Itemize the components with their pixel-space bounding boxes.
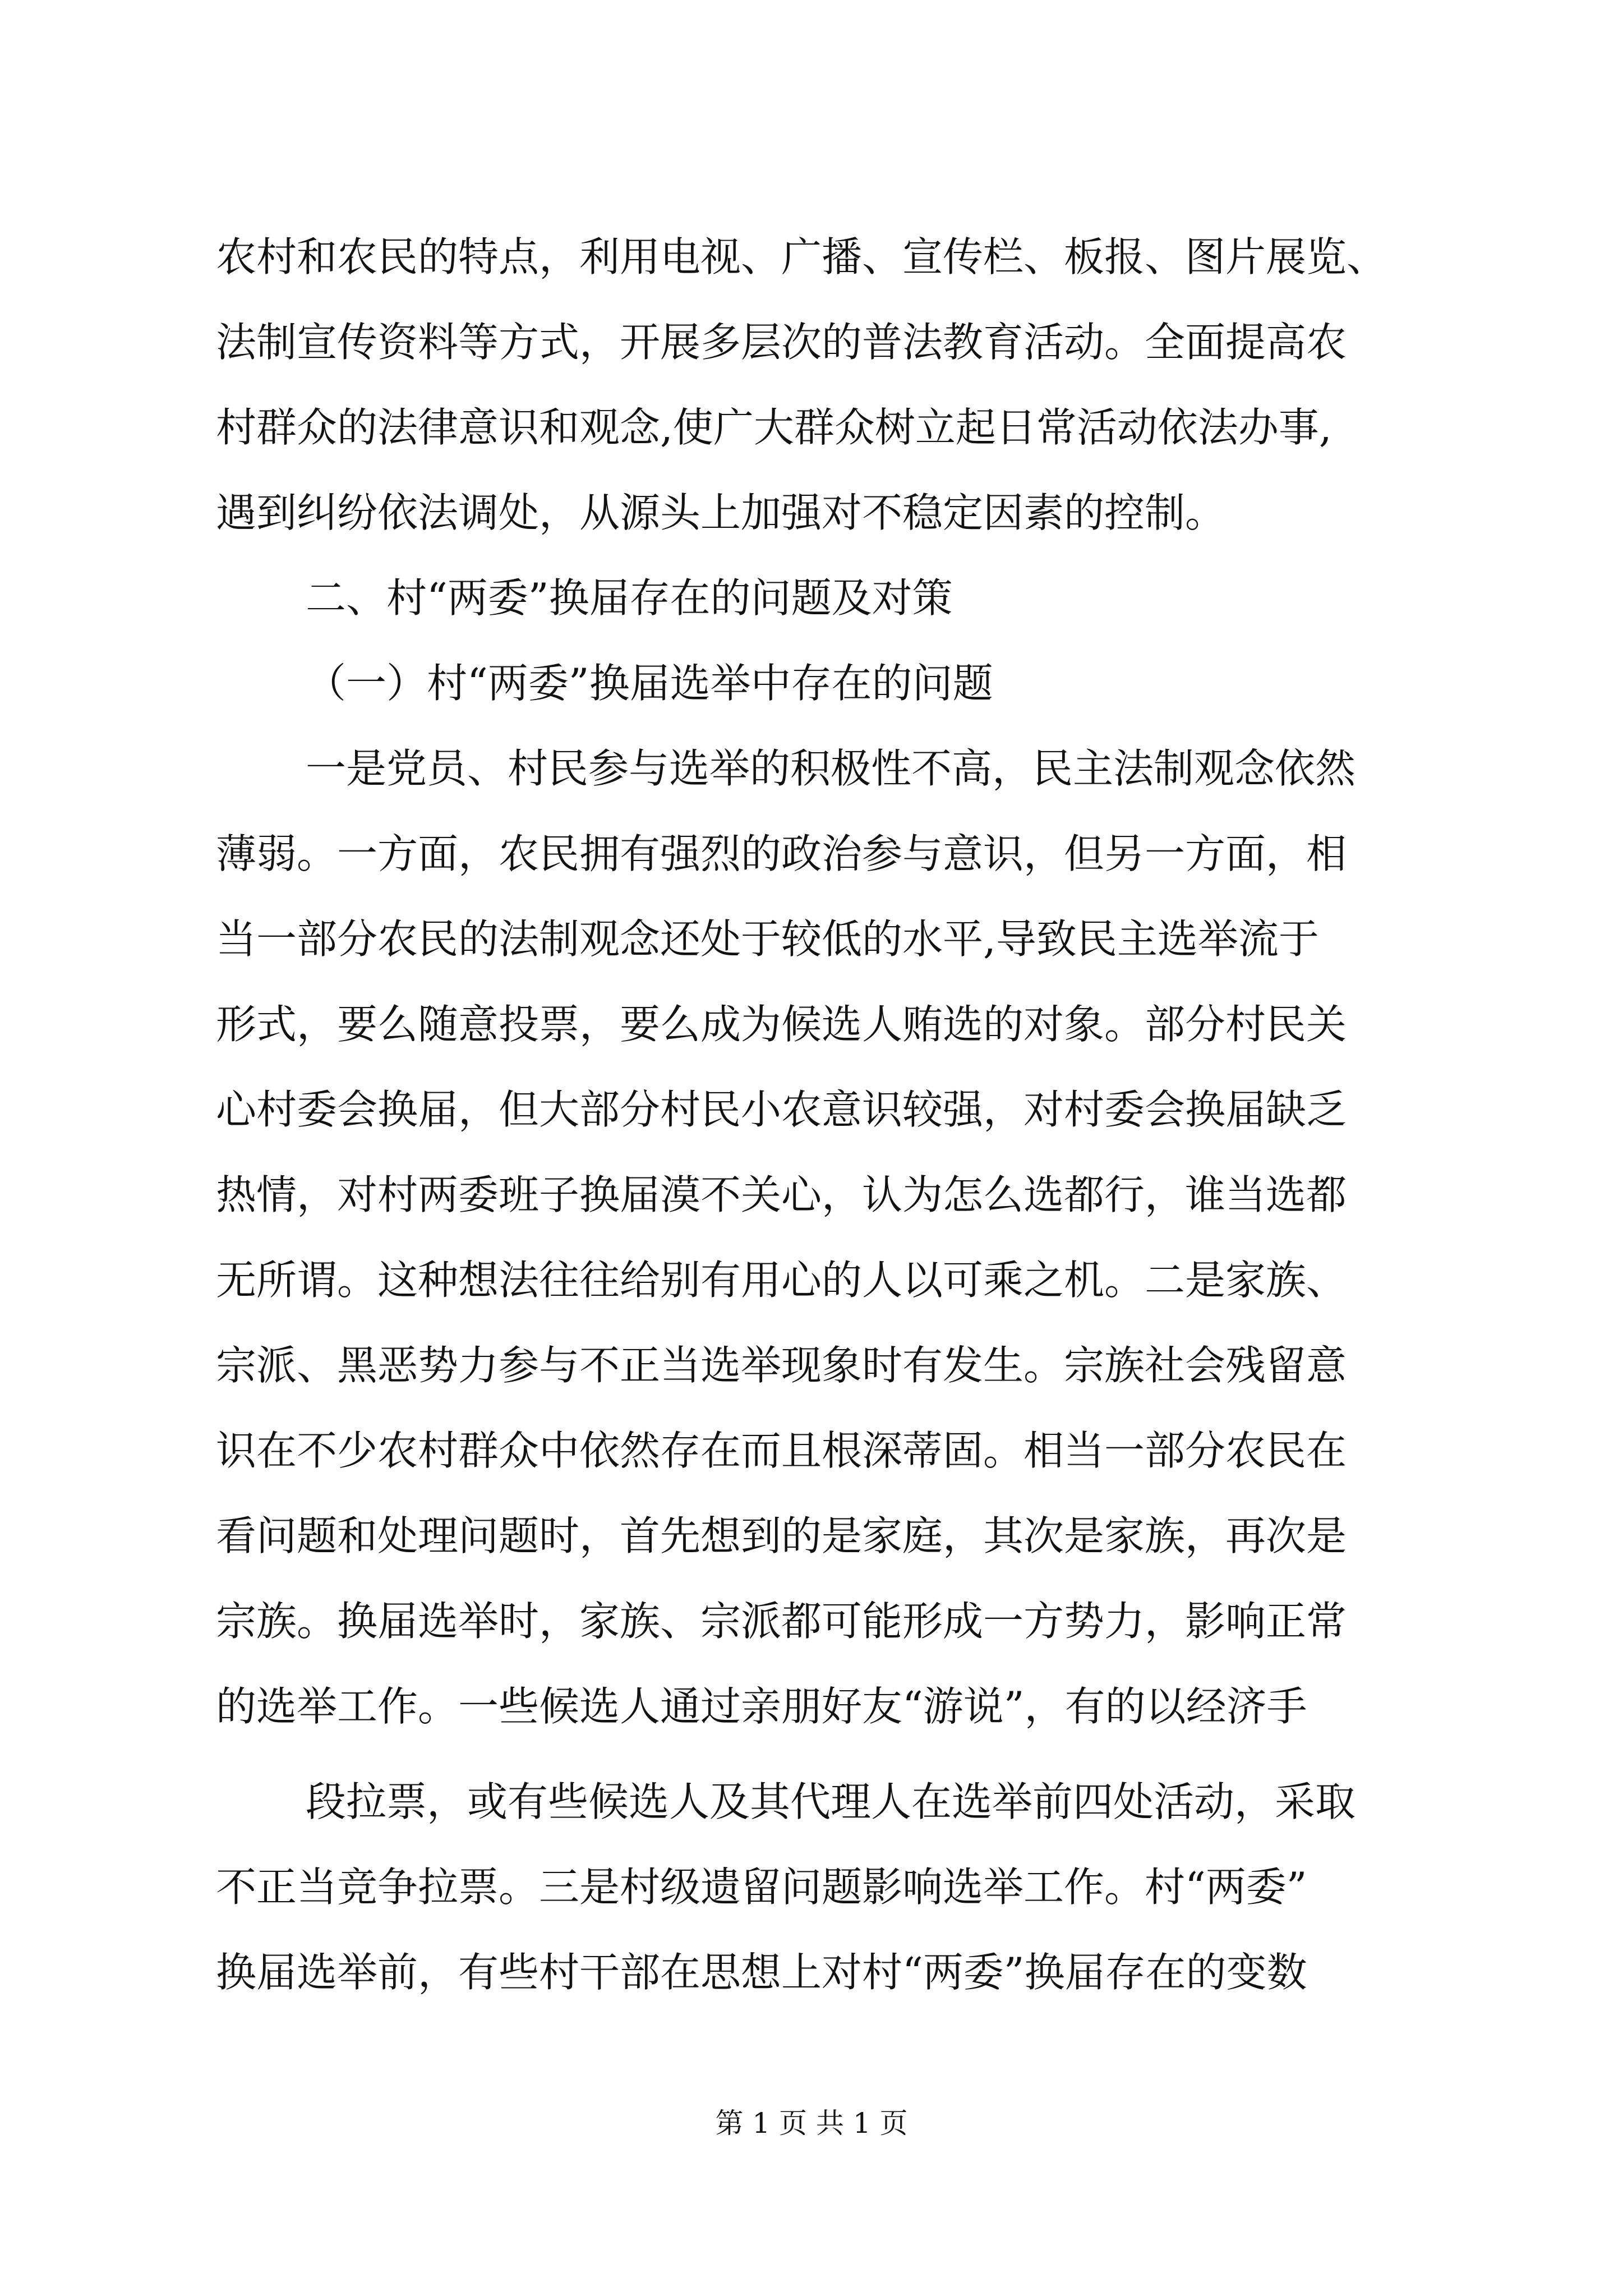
text-line-9: 当一部分农民的法制观念还处于较低的水平,导致民主选举流于 [216, 915, 1319, 963]
text-line-8: 薄弱。一方面，农民拥有强烈的政治参与意识，但另一方面，相 [216, 830, 1347, 877]
text-line-17: 宗族。换届选举时，家族、宗派都可能形成一方势力，影响正常 [216, 1598, 1347, 1645]
text-line-16: 看问题和处理问题时，首先想到的是家庭，其次是家族，再次是 [216, 1512, 1347, 1559]
text-line-11: 心村委会换届，但大部分村民小农意识较强，对村委会换届缺乏 [216, 1086, 1347, 1133]
page-footer: 第 1 页 共 1 页 [715, 2107, 908, 2139]
section-heading: 二、村“两委”换届存在的问题及对策 [306, 574, 953, 622]
text-line-12: 热情，对村两委班子换届漠不关心，认为怎么选都行，谁当选都 [216, 1171, 1347, 1218]
text-line-15: 识在不少农村群众中依然存在而且根深蒂固。相当一部分农民在 [216, 1427, 1347, 1474]
text-line-19: 段拉票，或有些候选人及其代理人在选举前四处活动，采取 [306, 1778, 1356, 1825]
text-line-10: 形式，要么随意投票，要么成为候选人贿选的对象。部分村民关 [216, 1001, 1347, 1048]
text-line-4: 遇到纠纷依法调处，从源头上加强对不稳定因素的控制。 [216, 489, 1226, 536]
text-line-20: 不正当竞争拉票。三是村级遗留问题影响选举工作。村“两委” [216, 1864, 1307, 1911]
subsection-heading: （一）村“两委”换届选举中存在的问题 [306, 660, 993, 707]
text-line-14: 宗派、黑恶势力参与不正当选举现象时有发生。宗族社会残留意 [216, 1342, 1347, 1389]
text-line-21: 换届选举前，有些村干部在思想上对村“两委”换届存在的变数 [216, 1949, 1307, 1996]
text-line-2: 法制宣传资料等方式，开展多层次的普法教育活动。全面提高农 [216, 319, 1347, 366]
text-line-18: 的选举工作。一些候选人通过亲朋好友“游说”，有的以经济手 [216, 1683, 1307, 1730]
text-line-3: 村群众的法律意识和观念,使广大群众树立起日常活动依法办事, [216, 404, 1332, 451]
text-line-1: 农村和农民的特点，利用电视、广播、宣传栏、板报、图片展览、 [216, 233, 1387, 280]
text-line-7: 一是党员、村民参与选举的积极性不高，民主法制观念依然 [306, 745, 1356, 792]
text-line-13: 无所谓。这种想法往往给别有用心的人以可乘之机。二是家族、 [216, 1257, 1347, 1304]
